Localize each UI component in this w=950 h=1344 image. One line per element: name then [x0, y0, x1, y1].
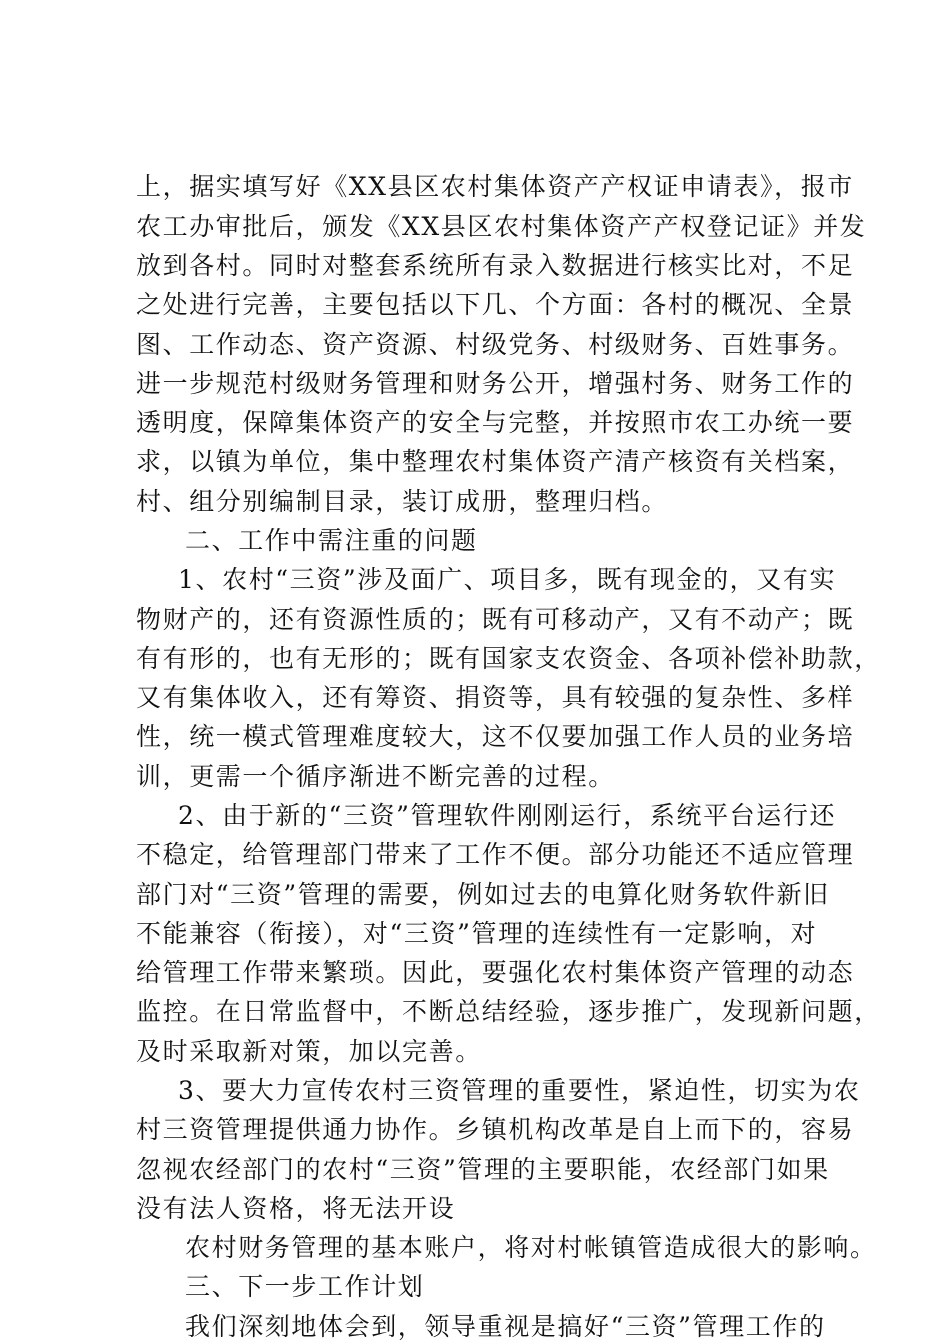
text-line: 给管理工作带来繁琐。因此，要强化农村集体资产管理的动态	[136, 958, 855, 987]
text-line: 我们深刻地体会到，领导重视是搞好“三资”管理工作的	[185, 1312, 826, 1341]
section-heading: 三、下一步工作计划	[185, 1272, 425, 1301]
text-line: 透明度，保障集体资产的安全与完整，并按照市农工办统一要	[136, 408, 855, 437]
text-line: 求，以镇为单位，集中整理农村集体资产清产核资有关档案，	[136, 447, 855, 476]
text-line: 忽视农经部门的农村“三资”管理的主要职能，农经部门如果	[136, 1155, 830, 1184]
text-line: 农村财务管理的基本账户，将对村帐镇管造成很大的影响。	[185, 1233, 877, 1262]
text-line: 有有形的，也有无形的；既有国家支农资金、各项补偿补助款，	[136, 644, 881, 673]
text-line: 不能兼容（衔接），对“三资”管理的连续性有一定影响，对	[136, 919, 818, 948]
text-line: 1、农村“三资”涉及面广、项目多，既有现金的，又有实	[178, 565, 837, 594]
text-line: 放到各村。同时对整套系统所有录入数据进行核实比对，不足	[136, 251, 855, 280]
text-line: 之处进行完善，主要包括以下几、个方面：各村的概况、全景	[136, 290, 855, 319]
text-line: 训，更需一个循序渐进不断完善的过程。	[136, 762, 615, 791]
text-line: 2、由于新的“三资”管理软件刚刚运行，系统平台运行还	[178, 801, 837, 830]
text-line: 部门对“三资”管理的需要，例如过去的电算化财务软件新旧	[136, 880, 830, 909]
text-line: 村三资管理提供通力协作。乡镇机构改革是自上而下的，容易	[136, 1115, 855, 1144]
section-heading: 二、工作中需注重的问题	[185, 526, 478, 555]
text-line: 没有法人资格，将无法开设	[136, 1194, 456, 1223]
text-line: 进一步规范村级财务管理和财务公开，增强村务、财务工作的	[136, 369, 855, 398]
text-line: 图、工作动态、资产资源、村级党务、村级财务、百姓事务。	[136, 330, 855, 359]
text-line: 上，据实填写好《XX县区农村集体资产产权证申请表》，报市	[136, 172, 854, 201]
text-line: 性，统一模式管理难度较大，这不仅要加强工作人员的业务培	[136, 722, 855, 751]
text-line: 不稳定，给管理部门带来了工作不便。部分功能还不适应管理	[136, 840, 855, 869]
text-line: 村、组分别编制目录，装订成册，整理归档。	[136, 487, 669, 516]
text-line: 及时采取新对策，加以完善。	[136, 1037, 482, 1066]
text-line: 监控。在日常监督中，不断总结经验，逐步推广，发现新问题，	[136, 997, 881, 1026]
text-line: 农工办审批后，颁发《XX县区农村集体资产产权登记证》并发	[136, 212, 867, 241]
text-line: 3、要大力宣传农村三资管理的重要性，紧迫性，切实为农	[178, 1076, 861, 1105]
text-line: 又有集体收入，还有筹资、捐资等，具有较强的复杂性、多样	[136, 683, 855, 712]
text-line: 物财产的，还有资源性质的；既有可移动产，又有不动产；既	[136, 605, 855, 634]
